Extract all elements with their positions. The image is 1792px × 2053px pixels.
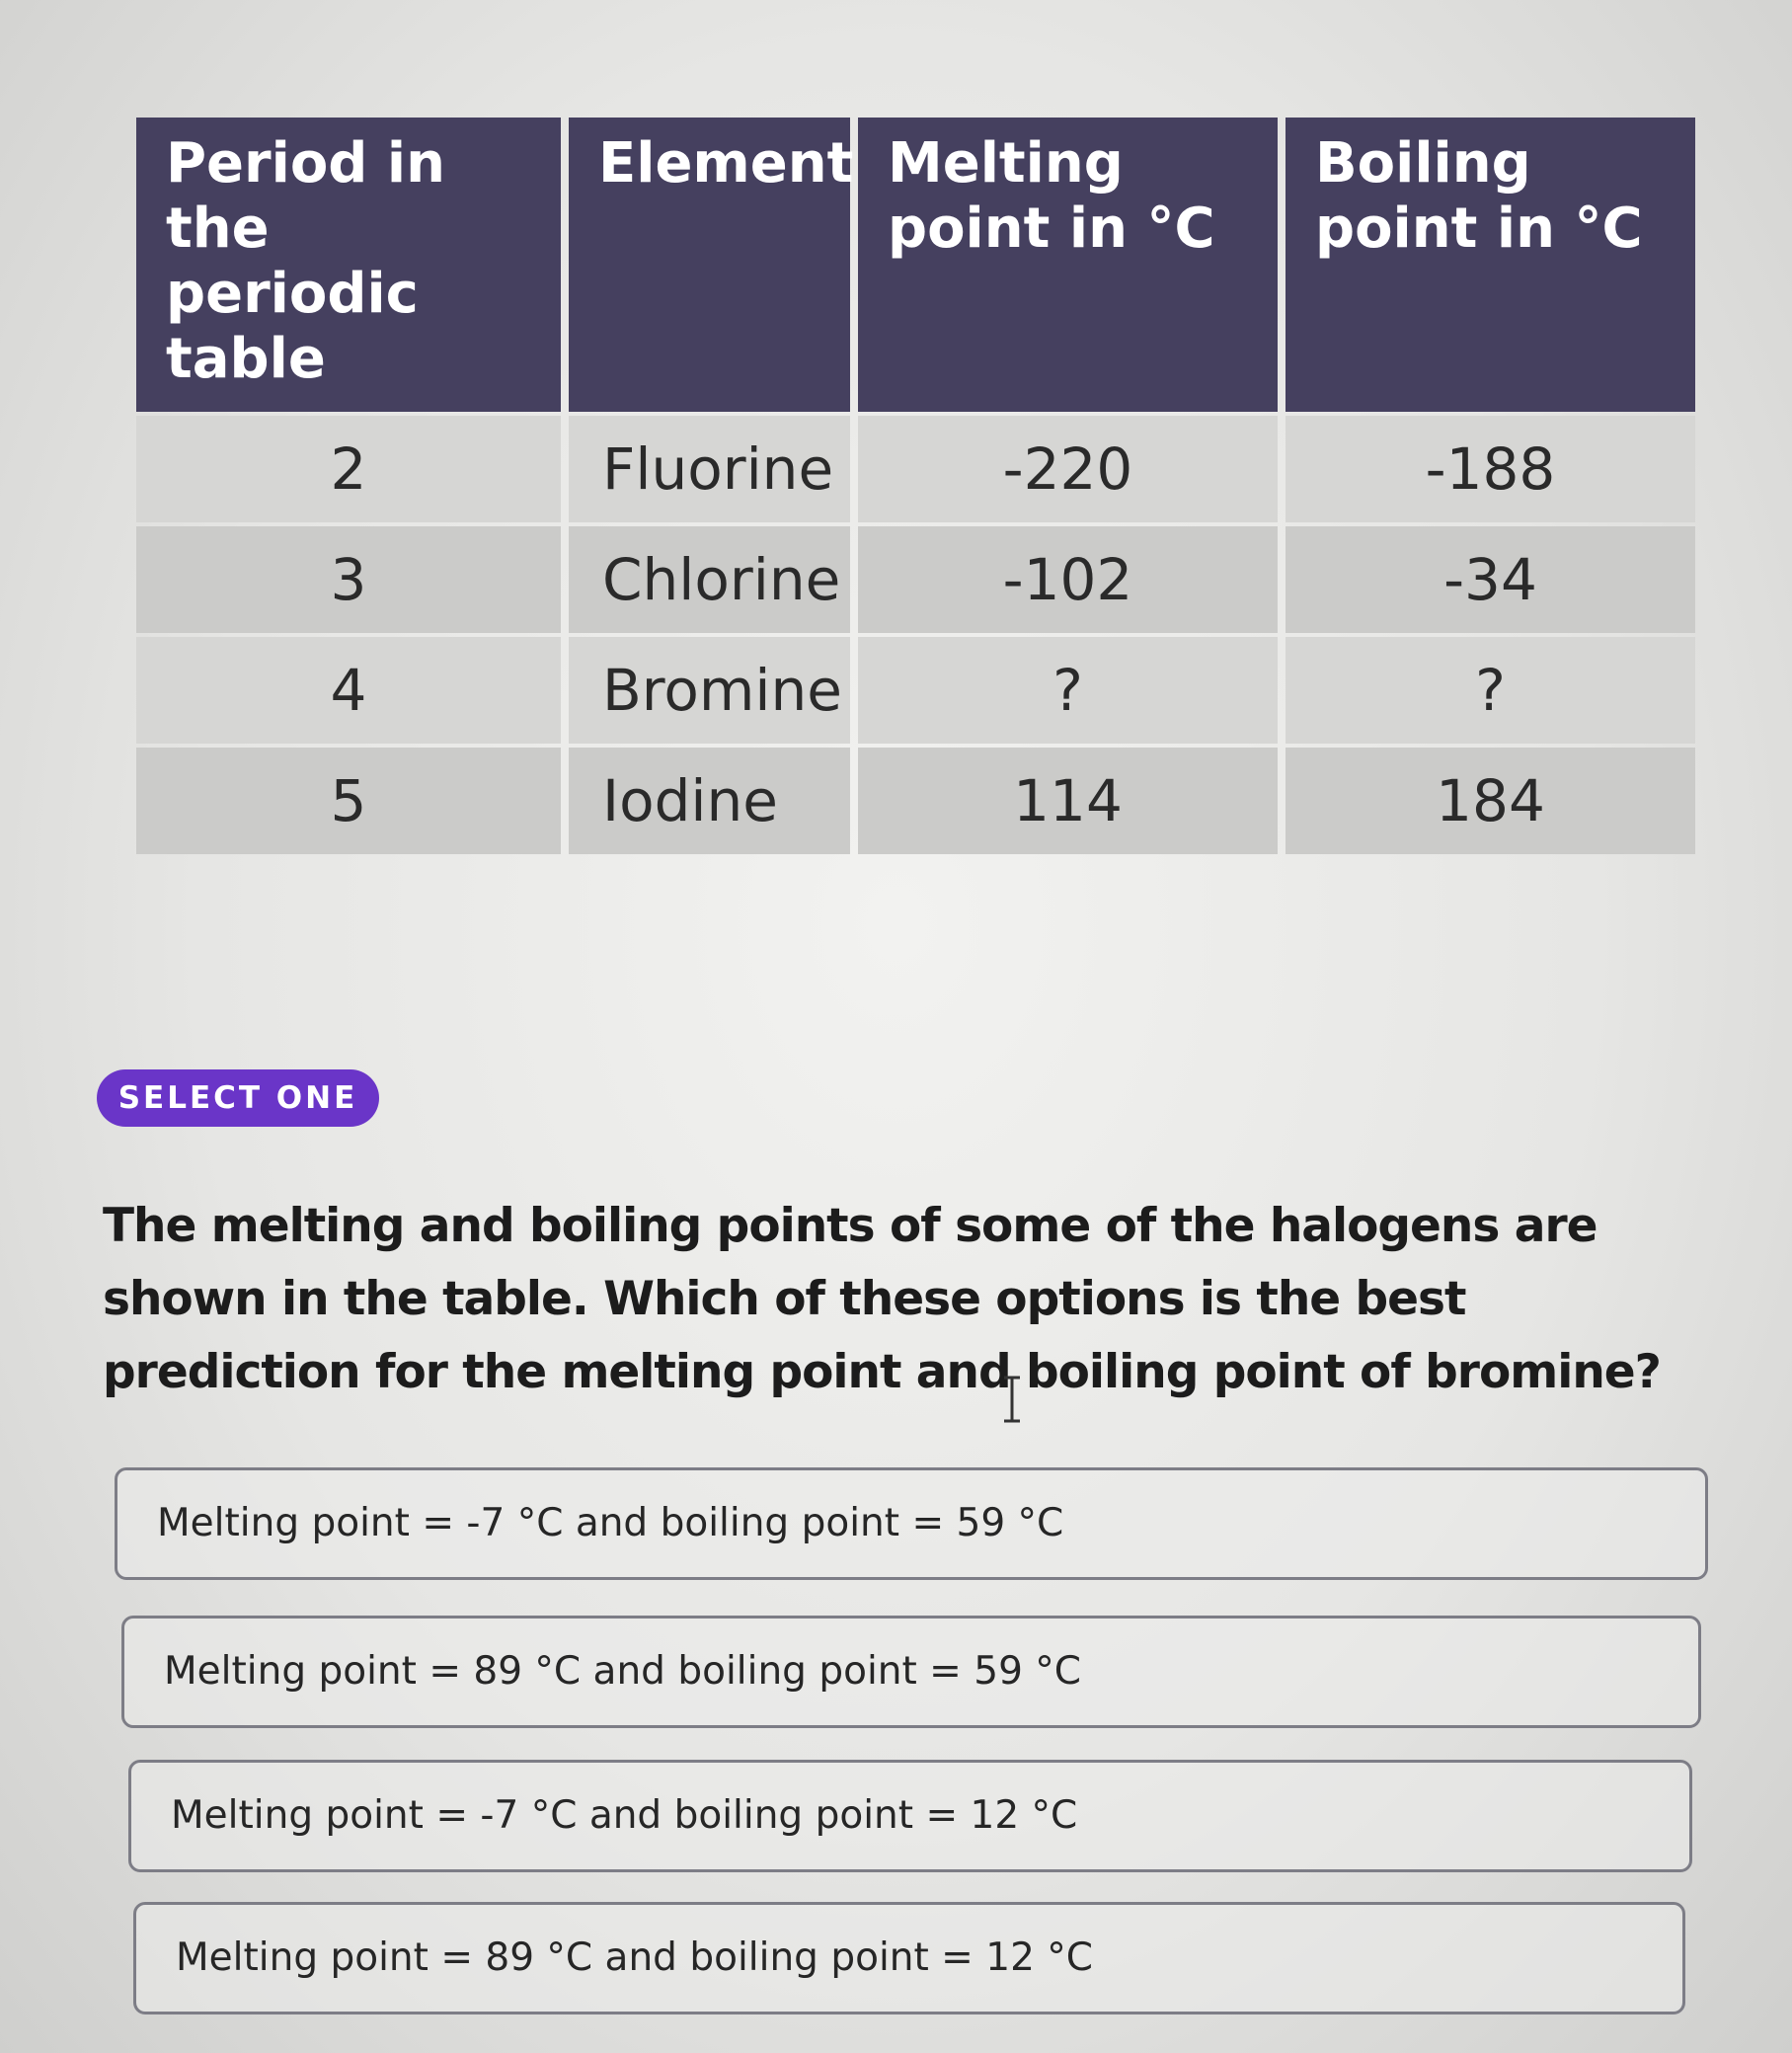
cell-boiling-point: -188 <box>1286 416 1695 522</box>
question-text: The melting and boiling points of some of the halogens are shown in the table. Which of these options is the best prediction for the melting point and boiling point of bromine? <box>103 1199 1661 1399</box>
cell-element: Bromine <box>569 637 850 744</box>
table-row <box>136 416 1695 522</box>
cell-melting-point: ? <box>858 637 1278 744</box>
cell-melting-point: -220 <box>858 416 1278 522</box>
text-cursor-icon <box>999 1375 1025 1424</box>
table-row <box>136 637 1695 744</box>
answer-option-4[interactable]: Melting point = 89 °C and boiling point = 12 °C <box>133 1902 1685 2014</box>
cell-period: 3 <box>136 526 561 633</box>
table-header-row <box>136 118 1695 412</box>
answer-option-1[interactable]: Melting point = -7 °C and boiling point = 59 °C <box>115 1467 1708 1580</box>
header-melting-point: Melting point in °C <box>858 118 1278 412</box>
table-row <box>136 748 1695 854</box>
cell-period: 2 <box>136 416 561 522</box>
answer-option-2[interactable]: Melting point = 89 °C and boiling point = 59 °C <box>121 1616 1701 1728</box>
cell-boiling-point: 184 <box>1286 748 1695 854</box>
cell-element: Iodine <box>569 748 850 854</box>
header-boiling-point: Boiling point in °C <box>1286 118 1695 412</box>
cell-boiling-point: ? <box>1286 637 1695 744</box>
header-period: Period in the periodic table <box>136 118 561 412</box>
answer-option-3[interactable]: Melting point = -7 °C and boiling point = 12 °C <box>128 1760 1692 1872</box>
cell-element: Chlorine <box>569 526 850 633</box>
cell-melting-point: -102 <box>858 526 1278 633</box>
cell-element: Fluorine <box>569 416 850 522</box>
cell-period: 5 <box>136 748 561 854</box>
cell-boiling-point: -34 <box>1286 526 1695 633</box>
halogen-data-table <box>128 114 1703 858</box>
cell-period: 4 <box>136 637 561 744</box>
table-row <box>136 526 1695 633</box>
select-one-badge: SELECT ONE <box>97 1069 379 1127</box>
cell-melting-point: 114 <box>858 748 1278 854</box>
header-element: Element <box>569 118 850 412</box>
